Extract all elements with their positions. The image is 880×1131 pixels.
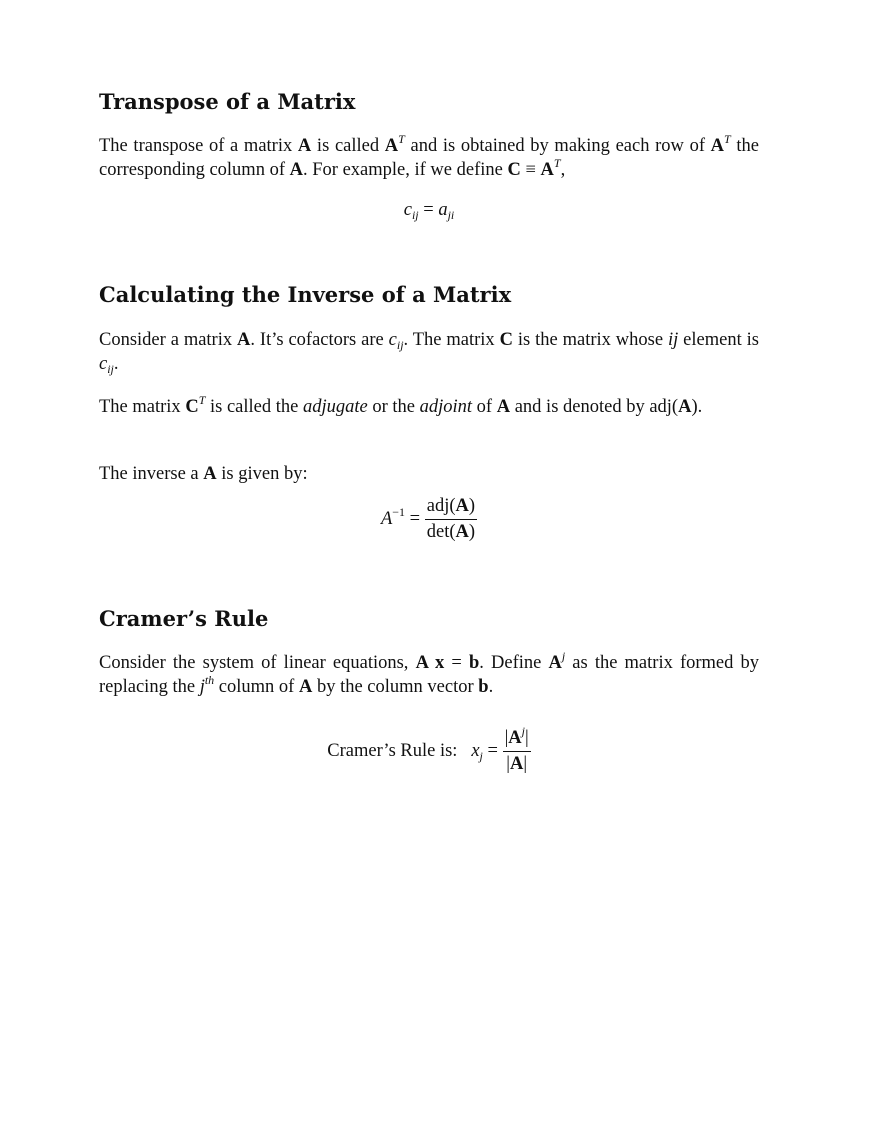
cramers-fraction: $\frac{|A^j|}{|A|}$ — [504, 724, 529, 774]
section-title-transpose: Transpose of a Matrix — [99, 89, 356, 114]
inverse-paragraph-1: Consider a matrix A. It’s cofactors are $c_{ij}$. The matrix C is the matrix whose ij element is $c_{ij}$. — [99, 330, 759, 376]
transpose-paragraph: The transpose of a matrix A is called $A^T$ and is obtained by making each row of $A^T$ the corresponding column of A. For example, if we define $C \equiv A^T$, — [99, 132, 760, 180]
section-title-cramers-rule: Cramer’s Rule — [99, 606, 269, 631]
inverse-paragraph-3: The inverse a A is given by: — [99, 464, 308, 484]
inverse-paragraph-2: The matrix $C^T$ is called the adjugate or the adjoint of A and is denoted by adj(A). — [99, 393, 703, 417]
section-title-inverse: Calculating the Inverse of a Matrix — [99, 282, 512, 307]
inverse-equation: $A^{-1}$ = $\frac{\text{adj(A)}}{\det(A)}$ — [380, 496, 476, 542]
inverse-fraction: $\frac{\text{adj(A)}}{\det(A)}$ — [426, 496, 476, 542]
transpose-equation: $c_{ij} = a_{ji}$ — [403, 200, 455, 222]
cramers-paragraph: Consider the system of linear equations, A x = b. Define $A^j$ as the matrix formed by replacing the $j^{th}$ column of A by the column vector b. — [99, 649, 759, 697]
cramers-equation: Cramer’s Rule is: $x_j$ = $\frac{|A^j|}{|A|}$ — [327, 724, 529, 774]
